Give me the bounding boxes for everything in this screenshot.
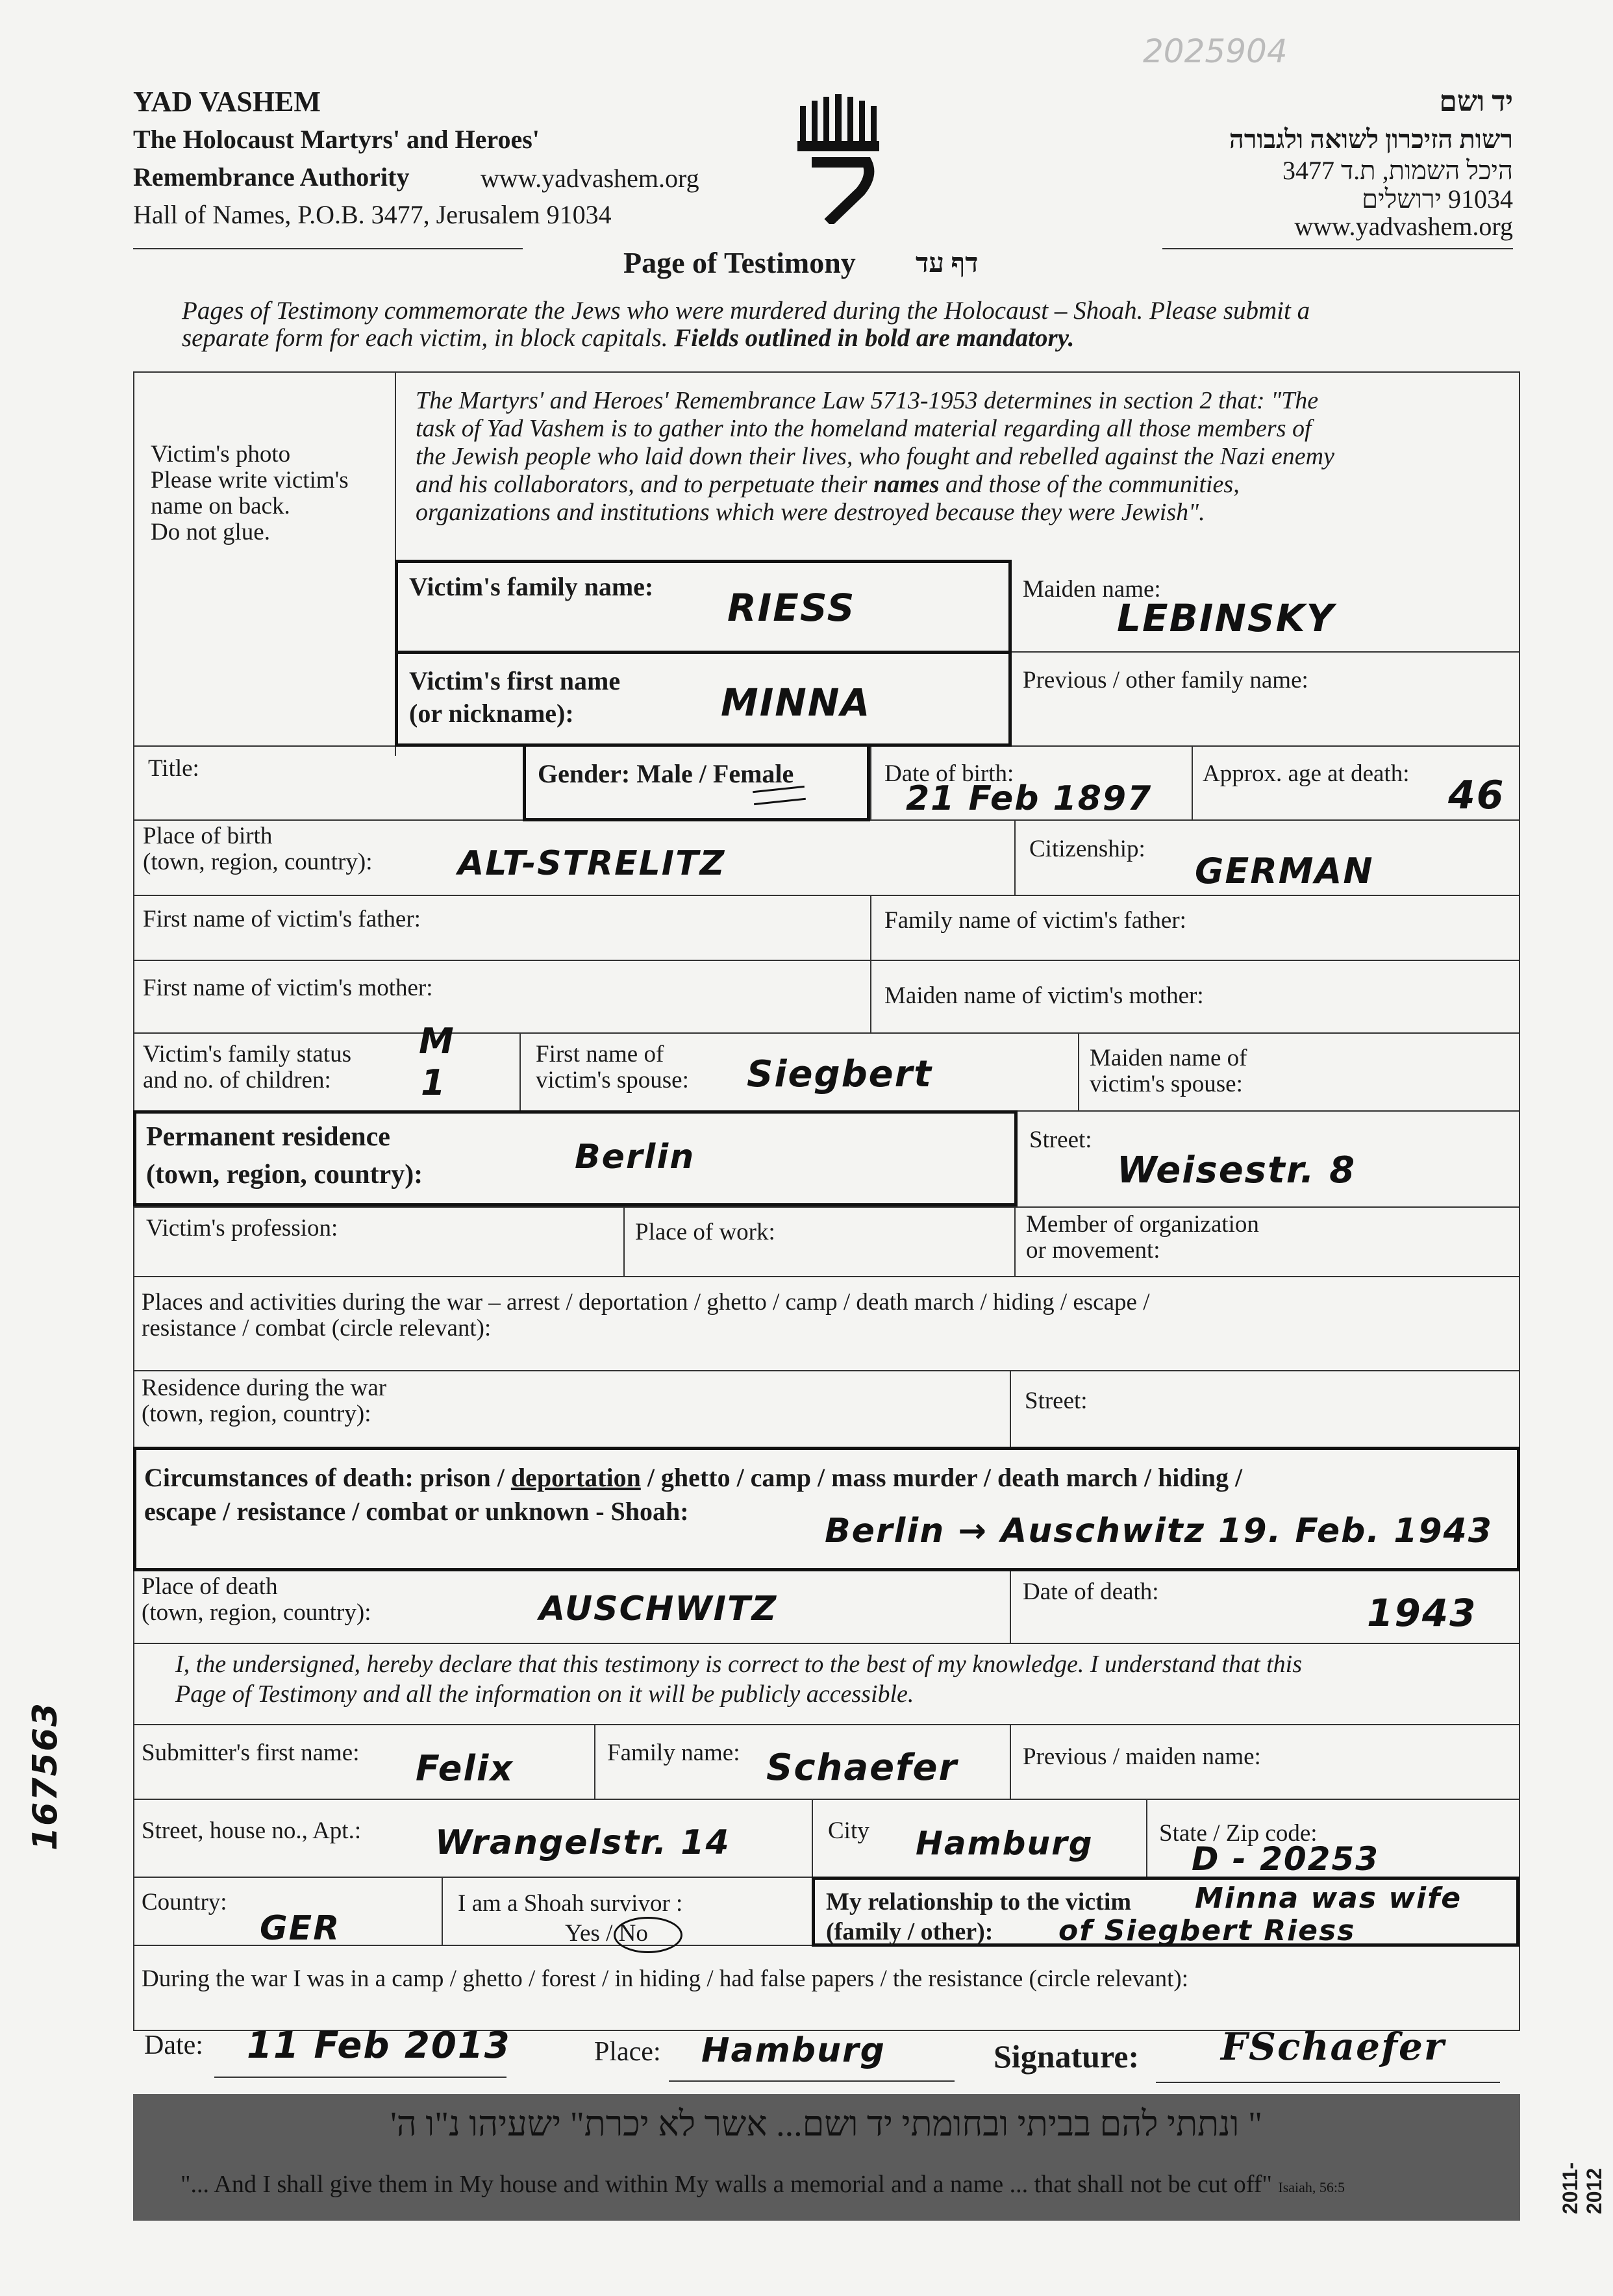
places-label-line1: Places and activities during the war – arrest / deportation / ghetto / camp / death march / hiding / escape / bbox=[142, 1289, 1150, 1316]
first-name-label-line1: Victim's first name bbox=[409, 666, 621, 695]
pob-label-line2: (town, region, country): bbox=[143, 849, 373, 875]
law-line4 bbox=[416, 471, 1334, 499]
residence-label-line1: Permanent residence bbox=[146, 1122, 390, 1152]
header-divider-left bbox=[133, 248, 523, 249]
residence-label-line2: (town, region, country): bbox=[146, 1160, 423, 1190]
submitter-street-label: Street, house no., Apt.: bbox=[142, 1817, 362, 1844]
vline-state bbox=[1146, 1799, 1147, 1877]
heb-org-line3: היכל השמות, ת.ד 3477 bbox=[1282, 156, 1513, 185]
submitter-country-label: Country: bbox=[142, 1889, 227, 1915]
law-line4a: and his collaborators, and to perpetuate their bbox=[416, 471, 868, 498]
title-label: Title: bbox=[148, 755, 199, 782]
spouse-first-label-line2: victim's spouse: bbox=[536, 1067, 689, 1093]
dob-label: Date of birth: bbox=[884, 760, 1014, 787]
family-status-label-line2: and no. of children: bbox=[143, 1067, 331, 1093]
signature-label: Signature: bbox=[994, 2038, 1140, 2075]
father-family-label: Family name of victim's father: bbox=[884, 907, 1186, 934]
heb-org-website: www.yadvashem.org bbox=[1294, 212, 1513, 241]
vline-dob-left bbox=[870, 745, 871, 819]
first-name-value[interactable]: MINNA bbox=[721, 680, 871, 725]
spouse-first-label-line1: First name of bbox=[536, 1041, 664, 1067]
residence-value[interactable]: Berlin bbox=[575, 1138, 695, 1177]
member-label bbox=[1026, 1212, 1259, 1264]
family-status-label bbox=[143, 1042, 351, 1093]
intro-text-line2 bbox=[182, 323, 1074, 353]
place-line bbox=[669, 2080, 955, 2082]
place-label: Place: bbox=[594, 2037, 661, 2067]
father-first-label: First name of victim's father: bbox=[143, 906, 421, 932]
family-status-value[interactable]: M bbox=[419, 1021, 455, 1062]
photo-instructions-line1: Victim's photo bbox=[151, 441, 291, 468]
row-line-places bbox=[133, 1276, 1520, 1277]
date-value[interactable]: 11 Feb 2013 bbox=[247, 2025, 511, 2067]
org-name: YAD VASHEM bbox=[133, 86, 321, 118]
family-name-value[interactable]: RIESS bbox=[727, 586, 856, 630]
spouse-first-value[interactable]: Siegbert bbox=[747, 1053, 933, 1095]
children-value[interactable]: 1 bbox=[421, 1062, 447, 1103]
dob-value[interactable]: 21 Feb 1897 bbox=[906, 779, 1153, 818]
circ-label1b: deportation bbox=[510, 1463, 641, 1492]
org-website: www.yadvashem.org bbox=[481, 164, 699, 193]
relationship-label-line2: (family / other): bbox=[826, 1918, 994, 1945]
profession-label: Victim's profession: bbox=[146, 1215, 338, 1242]
vline-workplace bbox=[623, 1206, 625, 1276]
places-label-line2: resistance / combat (circle relevant): bbox=[142, 1315, 492, 1341]
circ-label1a: Circumstances of death: prison / bbox=[144, 1463, 505, 1492]
submitter-first-label: Submitter's first name: bbox=[142, 1740, 360, 1766]
footer-citation: Isaiah, 56:5 bbox=[1278, 2179, 1345, 2195]
survivor-label: I am a Shoah survivor : bbox=[458, 1890, 683, 1917]
row-line-name bbox=[1010, 651, 1520, 653]
law-line4c: and those of the communities, bbox=[945, 471, 1240, 498]
declaration-text bbox=[175, 1649, 1302, 1709]
member-label-line2: or movement: bbox=[1026, 1237, 1160, 1264]
archive-number: 2025904 bbox=[1143, 32, 1288, 70]
vline-spouse-first bbox=[519, 1032, 521, 1110]
pod-value[interactable]: AUSCHWITZ bbox=[539, 1590, 778, 1628]
intro-text-line2-main: separate form for each victim, in block capitals. bbox=[182, 324, 668, 352]
first-name-label bbox=[409, 665, 620, 730]
submitter-country-value[interactable]: GER bbox=[260, 1909, 341, 1948]
war-activity-label: During the war I was in a camp / ghetto / forest / in hiding / had false papers / the resistance (circle relevant): bbox=[142, 1965, 1189, 1992]
vline-survivor bbox=[442, 1877, 443, 1945]
survivor-options[interactable]: Yes / No bbox=[565, 1920, 648, 1947]
workplace-label: Place of work: bbox=[635, 1219, 775, 1245]
law-line2: task of Yad Vashem is to gather into the homeland material regarding all those members of bbox=[416, 415, 1312, 442]
law-line5: organizations and institutions which were destroyed because they were Jewish". bbox=[416, 499, 1205, 526]
signature-value[interactable]: FSchaefer bbox=[1221, 2025, 1445, 2069]
form-title-hebrew: דף עד bbox=[916, 249, 979, 279]
submitter-prev-label: Previous / maiden name: bbox=[1023, 1743, 1261, 1770]
mother-maiden-label: Maiden name of victim's mother: bbox=[884, 982, 1204, 1009]
spouse-maiden-label-line2: victim's spouse: bbox=[1090, 1071, 1243, 1097]
spouse-first-label bbox=[536, 1042, 689, 1093]
photo-instructions-line3: name on back. bbox=[151, 493, 290, 519]
circ-label1c: / ghetto / camp / mass murder / death march / hiding / bbox=[647, 1463, 1243, 1492]
vline-city bbox=[812, 1799, 813, 1877]
law-line4b: names bbox=[873, 471, 940, 498]
place-value[interactable]: Hamburg bbox=[701, 2031, 886, 2070]
relationship-value-line1[interactable]: Minna was wife bbox=[1195, 1882, 1462, 1915]
residence-label bbox=[146, 1118, 423, 1193]
heb-org-name: יד ושם bbox=[1439, 86, 1513, 118]
vline-age-left bbox=[1192, 745, 1193, 819]
places-label bbox=[142, 1290, 1149, 1341]
war-residence-label bbox=[142, 1375, 386, 1427]
law-text bbox=[416, 387, 1334, 527]
submitter-state-value[interactable]: D - 20253 bbox=[1192, 1840, 1380, 1878]
yad-vashem-logo bbox=[792, 94, 890, 224]
war-residence-label-line1: Residence during the war bbox=[142, 1375, 387, 1401]
form-title: Page of Testimony bbox=[623, 246, 856, 279]
row-line-decl bbox=[133, 1643, 1520, 1644]
street-label: Street: bbox=[1029, 1127, 1092, 1153]
street-value[interactable]: Weisestr. 8 bbox=[1117, 1149, 1357, 1192]
dod-label: Date of death: bbox=[1023, 1578, 1159, 1605]
date-label: Date: bbox=[144, 2030, 203, 2060]
pod-label-line1: Place of death bbox=[142, 1573, 278, 1600]
maiden-name-value[interactable]: LEBINSKY bbox=[1117, 596, 1335, 640]
age-value[interactable]: 46 bbox=[1448, 773, 1505, 818]
war-residence-label-line2: (town, region, country): bbox=[142, 1401, 371, 1427]
survivor-no-circle bbox=[614, 1917, 682, 1953]
row-line-submit bbox=[133, 1724, 1520, 1725]
vline-dod bbox=[1010, 1570, 1011, 1643]
submitter-family-value[interactable]: Schaefer bbox=[766, 1747, 958, 1789]
pob-label-line1: Place of birth bbox=[143, 823, 273, 849]
footer-hebrew-quote: " ונתתי להם בביתי ובחומתי יד ושם... אשר לא יכרת" ישעיהו נ"ו ה' bbox=[390, 2104, 1262, 2143]
family-status-label-line1: Victim's family status bbox=[143, 1041, 351, 1067]
org-name-line2: The Holocaust Martyrs' and Heroes' bbox=[133, 125, 540, 154]
row-line-profession bbox=[133, 1206, 1520, 1208]
header-divider-right bbox=[1162, 248, 1513, 249]
submitter-state-label: State / Zip code: bbox=[1159, 1820, 1318, 1847]
dod-value[interactable]: 1943 bbox=[1367, 1591, 1477, 1635]
date-line bbox=[214, 2077, 506, 2078]
submitter-city-label: City bbox=[828, 1817, 869, 1844]
vline-citizenship bbox=[1014, 819, 1016, 895]
previous-name-label: Previous / other family name: bbox=[1023, 667, 1308, 693]
intro-text-mandatory: Fields outlined in bold are mandatory. bbox=[674, 324, 1075, 352]
vline-spouse-maiden bbox=[1078, 1032, 1079, 1110]
heb-org-line4: 91034 ירושלים bbox=[1362, 184, 1513, 214]
submitter-first-value[interactable]: Felix bbox=[416, 1748, 514, 1789]
pob-label bbox=[143, 823, 372, 875]
signature-line bbox=[1156, 2082, 1500, 2083]
pod-label bbox=[142, 1574, 371, 1626]
submitter-family-label: Family name: bbox=[607, 1740, 740, 1766]
row-line-family bbox=[133, 1032, 1520, 1034]
row-line-war-res bbox=[133, 1370, 1520, 1371]
circumstances-label-line2: escape / resistance / combat or unknown - Shoah: bbox=[144, 1497, 689, 1526]
citizenship-label: Citizenship: bbox=[1029, 836, 1145, 862]
declaration-line1: I, the undersigned, hereby declare that this testimony is correct to the best of my knowledge. I understand that this bbox=[175, 1651, 1303, 1678]
submitter-street-value[interactable]: Wrangelstr. 14 bbox=[435, 1823, 731, 1862]
row-line-father bbox=[133, 895, 1520, 896]
photo-instructions-line4: Do not glue. bbox=[151, 519, 270, 545]
footer-years: 2011-2012 bbox=[1558, 2162, 1606, 2214]
war-street-label: Street: bbox=[1025, 1388, 1088, 1414]
relationship-value-line2[interactable]: of Siegbert Riess bbox=[1058, 1914, 1356, 1947]
side-number: 167563 bbox=[26, 1701, 65, 1851]
heb-org-line2: רשות הזיכרון לשואה ולגבורה bbox=[1229, 125, 1513, 154]
declaration-line2: Page of Testimony and all the information on it will be publicly accessible. bbox=[175, 1680, 914, 1708]
family-name-label: Victim's family name: bbox=[409, 572, 654, 601]
vline-father bbox=[870, 895, 871, 1032]
vline-submit-family bbox=[594, 1724, 595, 1799]
law-line3: the Jewish people who laid down their lives, who fought and rebelled against the Nazi enemy bbox=[416, 443, 1334, 470]
law-line1: The Martyrs' and Heroes' Remembrance Law 5713-1953 determines in section 2 that: "The bbox=[416, 387, 1319, 414]
circumstances-value[interactable]: Berlin → Auschwitz 19. Feb. 1943 bbox=[825, 1512, 1493, 1551]
maiden-name-label: Maiden name: bbox=[1023, 576, 1161, 603]
gender-label: Gender: Male / Female bbox=[538, 759, 794, 788]
photo-instructions-line2: Please write victim's bbox=[151, 467, 349, 493]
age-label: Approx. age at death: bbox=[1203, 760, 1410, 787]
footer-english-quote bbox=[181, 2170, 1345, 2199]
pod-label-line2: (town, region, country): bbox=[142, 1599, 371, 1626]
spouse-maiden-label-line1: Maiden name of bbox=[1090, 1045, 1247, 1071]
relationship-label-line1: My relationship to the victim bbox=[826, 1888, 1132, 1915]
row-line-mother bbox=[133, 960, 1520, 961]
footer-english-text: "... And I shall give them in My house and within My walls a memorial and a name ... that shall not be cut off" bbox=[181, 2171, 1272, 2198]
mother-first-label: First name of victim's mother: bbox=[143, 975, 433, 1001]
vline-submit-prev bbox=[1010, 1724, 1011, 1799]
pob-value[interactable]: ALT-STRELITZ bbox=[458, 844, 726, 883]
spouse-maiden-label bbox=[1090, 1045, 1247, 1097]
member-label-line1: Member of organization bbox=[1026, 1211, 1259, 1238]
vline-war-street bbox=[1010, 1370, 1011, 1448]
row-line-street bbox=[133, 1799, 1520, 1800]
circumstances-label-line1 bbox=[144, 1461, 1242, 1495]
first-name-label-line2: (or nickname): bbox=[409, 699, 574, 728]
photo-instructions bbox=[151, 442, 349, 545]
intro-text-line1: Pages of Testimony commemorate the Jews who were murdered during the Holocaust – Shoah. Please submit a bbox=[182, 297, 1310, 325]
citizenship-value[interactable]: GERMAN bbox=[1195, 851, 1374, 892]
org-name-line3: Remembrance Authority bbox=[133, 162, 410, 192]
submitter-city-value[interactable]: Hamburg bbox=[916, 1825, 1094, 1862]
org-address: Hall of Names, P.O.B. 3477, Jerusalem 91034 bbox=[133, 200, 612, 229]
